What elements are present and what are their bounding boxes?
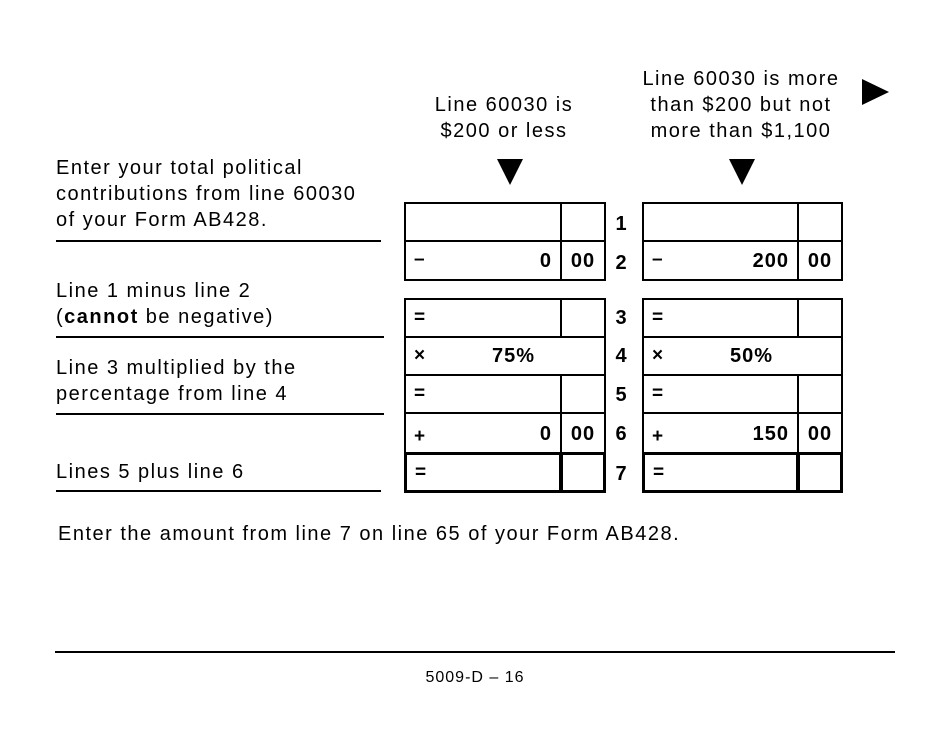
column-header-200-to-1100 [610, 66, 872, 144]
col2-line7-cents-field[interactable] [797, 452, 843, 493]
col1-line1-cents-field[interactable] [560, 202, 606, 242]
col1-line5-dollars-field[interactable] [404, 374, 562, 414]
arrow-down-icon [497, 159, 523, 185]
col1-line6-amount: 0 [539, 423, 552, 445]
col2-line5-cents-field[interactable] [797, 374, 843, 414]
label-text: Line 3 multiplied by the [56, 357, 297, 379]
col2-line6-cents-value: 00 [807, 423, 833, 445]
footer-rule [55, 651, 895, 653]
col2-line2-dollars [642, 240, 799, 281]
minus-sign: – [652, 249, 663, 270]
col1-line2-amount: 0 [539, 250, 552, 272]
header-line: Line 60030 is more [642, 68, 840, 90]
equals-sign: = [414, 307, 426, 328]
label-line-4 [56, 355, 297, 407]
header-line: than $200 but not [650, 94, 832, 116]
col1-line7-cents-field[interactable] [560, 452, 606, 493]
equals-sign: = [415, 462, 427, 483]
col1-line6-dollars [404, 412, 562, 454]
label-paren: ( [56, 306, 65, 328]
divider [56, 240, 381, 242]
col1-line7-dollars-field[interactable] [404, 452, 562, 493]
label-line-7: Lines 5 plus line 6 [56, 461, 245, 483]
col2-line2-cents-value: 00 [807, 250, 833, 272]
line-number-3: 3 [615, 307, 627, 329]
col2-line2-cents [797, 240, 843, 281]
col1-line6-cents [560, 412, 606, 454]
multiply-sign: × [652, 345, 664, 366]
line-number-2: 2 [615, 252, 627, 274]
col1-line2-dollars [404, 240, 562, 281]
equals-sign: = [652, 307, 664, 328]
col2-line6-dollars [642, 412, 799, 454]
label-text: contributions from line 60030 [56, 183, 357, 205]
label-text: Line 1 minus line 2 [56, 280, 252, 302]
divider [56, 336, 384, 338]
label-line-3 [56, 278, 274, 330]
col2-line6-cents [797, 412, 843, 454]
header-line: more than $1,100 [650, 120, 832, 142]
col1-line6-cents-value: 00 [570, 423, 596, 445]
col2-line4-rate: 50% [730, 345, 774, 367]
label-text: Enter your total political [56, 157, 303, 179]
col2-line3-cents-field[interactable] [797, 298, 843, 338]
col2-line3-dollars-field[interactable] [642, 298, 799, 338]
col2-line6-amount: 150 [752, 423, 789, 445]
minus-sign: – [414, 249, 425, 270]
equals-sign: = [652, 383, 664, 404]
plus-sign: + [652, 426, 664, 447]
equals-sign: = [653, 462, 665, 483]
col1-line3-dollars-field[interactable] [404, 298, 562, 338]
label-text: percentage from line 4 [56, 383, 289, 405]
col2-line2-amount: 200 [752, 250, 789, 272]
multiply-sign: × [414, 345, 426, 366]
line-number-4: 4 [615, 345, 627, 367]
instruction-text: Enter the amount from line 7 on line 65 of your Form AB428. [58, 523, 681, 545]
col2-line4-percentage [642, 336, 843, 376]
label-text-rest: be negative) [138, 306, 274, 328]
plus-sign: + [414, 426, 426, 447]
line-number-1: 1 [615, 213, 627, 235]
col1-line3-cents-field[interactable] [560, 298, 606, 338]
header-line: Line 60030 is [434, 94, 574, 116]
label-emphasis: cannot [64, 306, 139, 328]
col2-line1-dollars-field[interactable] [642, 202, 799, 242]
column-header-200-or-less [403, 92, 605, 144]
col1-line5-cents-field[interactable] [560, 374, 606, 414]
header-line: $200 or less [440, 120, 568, 142]
col1-line2-cents-value: 00 [570, 250, 596, 272]
col2-line5-dollars-field[interactable] [642, 374, 799, 414]
col1-line4-rate: 75% [492, 345, 536, 367]
divider [56, 490, 381, 492]
line-number-6: 6 [615, 423, 627, 445]
divider [56, 413, 384, 415]
arrow-down-icon [729, 159, 755, 185]
label-text [56, 304, 274, 330]
col1-line1-dollars-field[interactable] [404, 202, 562, 242]
col1-line4-percentage [404, 336, 606, 376]
line-number-7: 7 [615, 463, 627, 485]
equals-sign: = [414, 383, 426, 404]
line-number-5: 5 [615, 384, 627, 406]
col2-line7-dollars-field[interactable] [642, 452, 799, 493]
label-line-1 [56, 155, 356, 233]
col1-line2-cents [560, 240, 606, 281]
page-number: 5009-D – 16 [425, 669, 525, 686]
col2-line1-cents-field[interactable] [797, 202, 843, 242]
label-text: of your Form AB428. [56, 209, 268, 231]
